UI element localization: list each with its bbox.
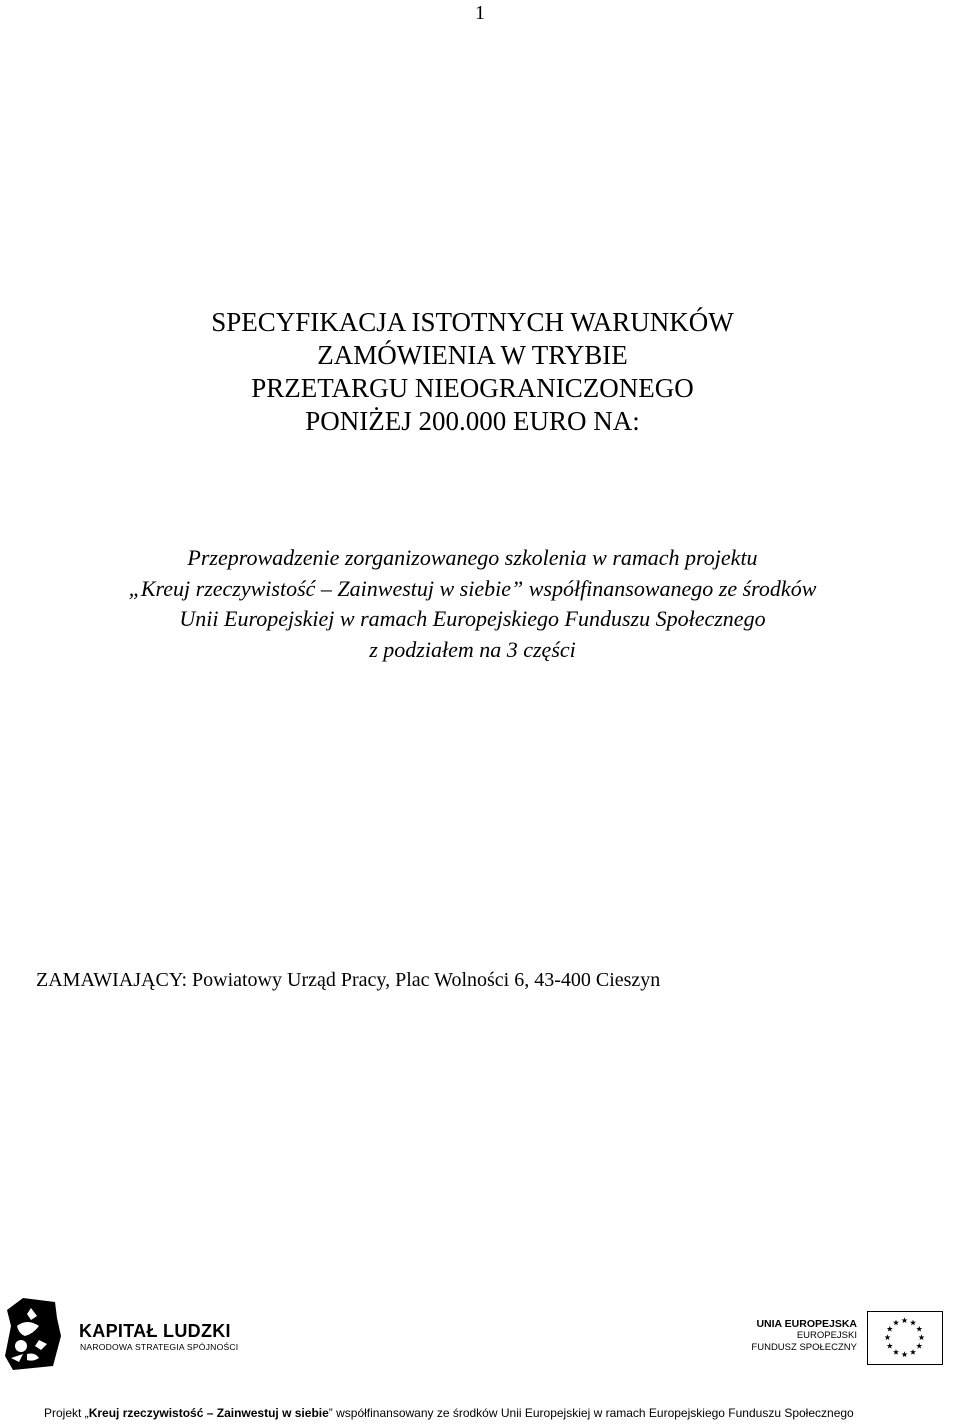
orderer-info: ZAMAWIAJĄCY: Powiatowy Urząd Pracy, Plac Wolności 6, 43-400 Cieszyn [36, 969, 661, 991]
eu-star-icon [916, 1343, 922, 1349]
subject-line: Przeprowadzenie zorganizowanego szkolenia w ramach projektu [187, 545, 758, 570]
footer-prefix: Projekt „ [44, 1406, 89, 1420]
title-line: PRZETARGU NIEOGRANICZONEGO [251, 373, 694, 403]
subject-line: z podziałem na 3 części [369, 636, 576, 662]
eu-star-icon [887, 1343, 893, 1349]
eu-stars-icon [868, 1312, 941, 1363]
kapital-ludzki-title: KAPITAŁ LUDZKI [79, 1321, 231, 1341]
eu-star-icon [910, 1349, 916, 1355]
eu-star-icon [893, 1349, 899, 1355]
eu-title: UNIA EUROPEJSKA [756, 1318, 857, 1330]
document-title [0, 306, 945, 438]
footer-project-name: Kreuj rzeczywistość – Zainwestuj w siebie [88, 1406, 329, 1420]
kapital-ludzki-emblem-icon [3, 1296, 65, 1370]
eu-line3: FUNDUSZ SPOŁECZNY [751, 1342, 857, 1353]
eu-star-icon [887, 1326, 893, 1332]
eu-fund-label [700, 1318, 857, 1354]
title-line: ZAMÓWIENIA W TRYBIE [317, 340, 628, 370]
kapital-ludzki-subtitle: NARODOWA STRATEGIA SPÓJNOŚCI [80, 1342, 239, 1352]
page-number: 1 [475, 2, 485, 24]
eu-star-icon [910, 1320, 916, 1326]
eu-line2: EUROPEJSKI [796, 1330, 857, 1341]
footer-project-note [44, 1406, 854, 1420]
eu-star-icon [901, 1351, 907, 1357]
eu-star-icon [918, 1334, 924, 1340]
eu-star-icon [916, 1326, 922, 1332]
subject-line: Unii Europejskiej w ramach Europejskiego Funduszu Społecznego [179, 606, 766, 631]
footer-suffix: ” współfinansowany ze środków Unii Europejskiej w ramach Europejskiego Funduszu Społecznego [328, 1406, 854, 1420]
kapital-ludzki-logo [3, 1296, 263, 1370]
eu-star-icon [884, 1334, 890, 1340]
subject-line: „Kreuj rzeczywistość – Zainwestuj w siebie” współfinansowanego ze środków [128, 575, 817, 601]
eu-flag-icon [867, 1311, 943, 1365]
title-line: PONIŻEJ 200.000 EURO NA: [305, 406, 640, 436]
contract-subject [0, 543, 945, 665]
eu-star-icon [893, 1320, 899, 1326]
title-line: SPECYFIKACJA ISTOTNYCH WARUNKÓW [211, 307, 734, 337]
eu-star-icon [901, 1317, 907, 1323]
